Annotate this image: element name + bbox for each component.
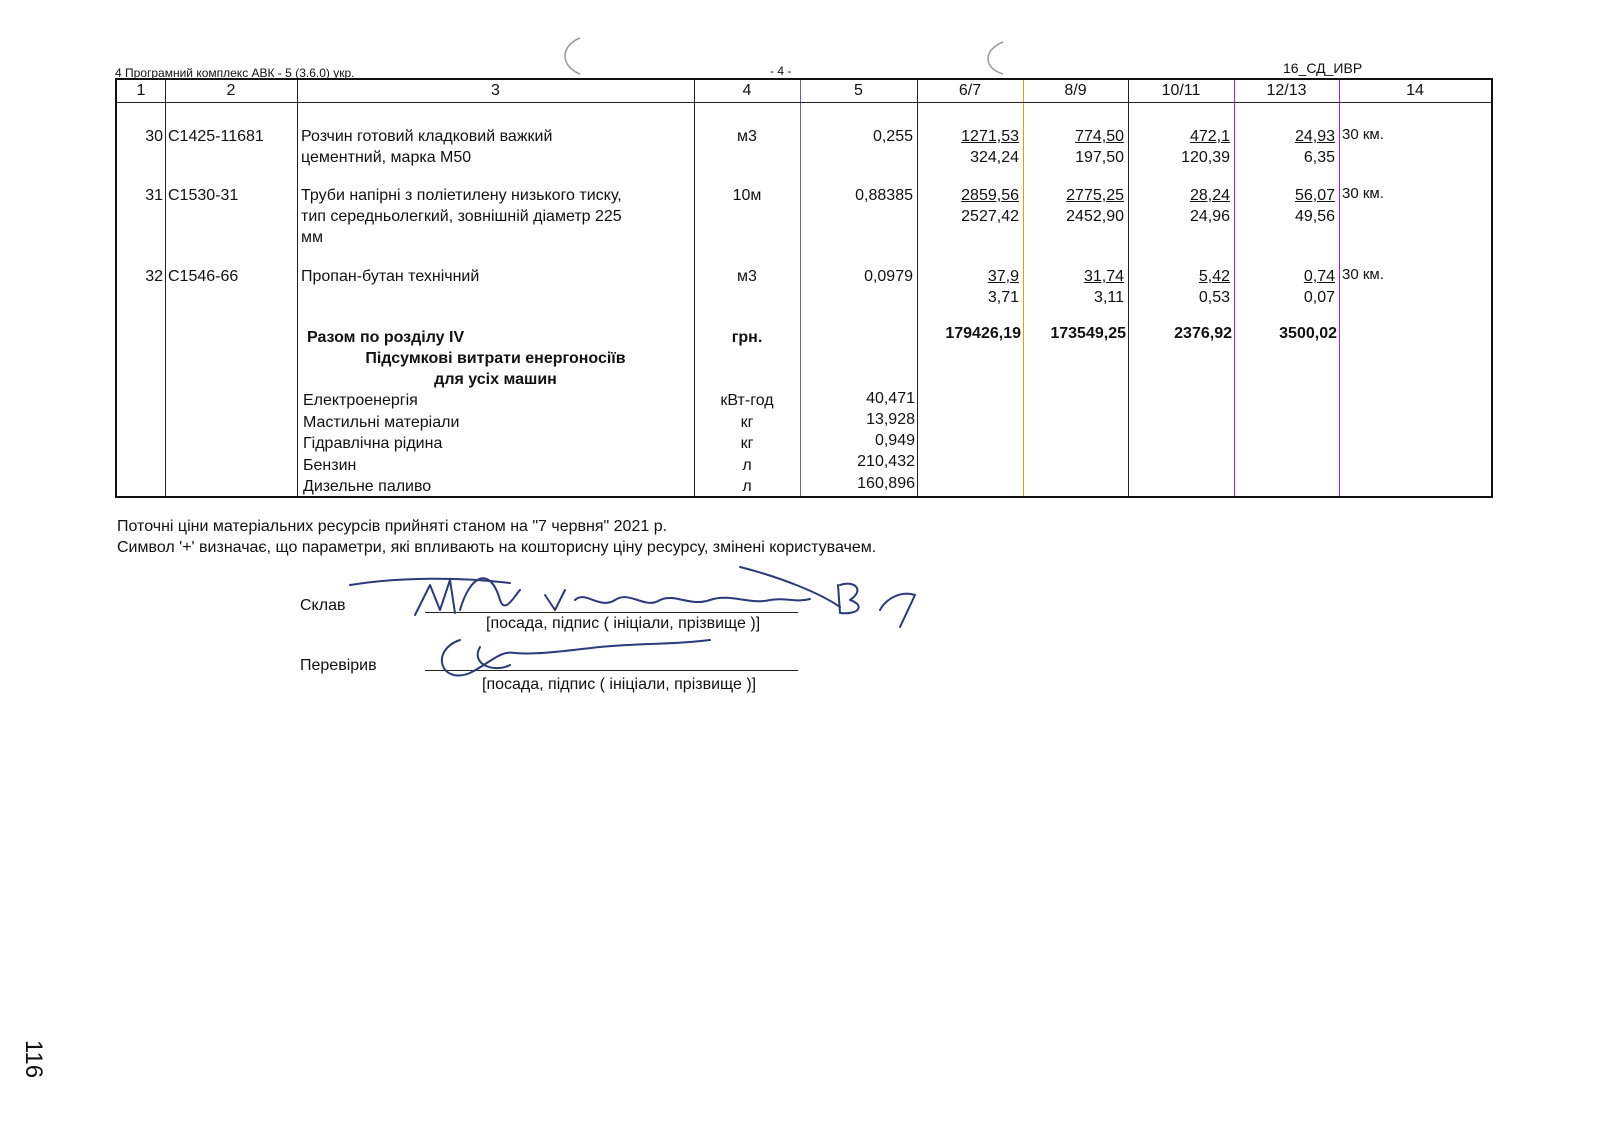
unit: м3 [737,268,757,285]
row-number: 32 [145,268,163,285]
composed-label: Склав [300,597,346,614]
resource-name-line: мм [301,229,323,246]
col-header-8-9: 8/9 [1064,82,1087,99]
value-12: 56,07 [1294,187,1335,204]
resource-name-line: Пропан-бутан технічний [301,268,480,285]
value-7: 3,71 [987,289,1019,306]
energy-name: Бензин [303,457,357,474]
resource-code: С1530-31 [168,187,239,204]
value-11: 120,39 [1181,149,1230,166]
scan-mark-icon [555,36,585,76]
program-header: 4 Програмний комплекс АВК - 5 (3.6.0) укр. [115,66,355,80]
value-6: 1271,53 [961,128,1019,145]
resource-name-line: Труби напірні з поліетилену низького тиску, [301,187,622,204]
value-8: 31,74 [1083,268,1124,285]
resource-name-line: цементний, марка М50 [301,149,472,166]
value-7: 2527,42 [961,208,1019,225]
energy-unit: л [742,457,752,474]
col-header-5: 5 [854,82,863,99]
document-code: 16_СД_ИВР [1283,60,1363,76]
value-8: 2775,25 [1066,187,1124,204]
scan-mark-icon [978,40,1008,76]
page-indicator: - 4 - [770,64,792,78]
resource-code: С1546-66 [168,268,239,285]
value-9: 197,50 [1075,149,1124,166]
total-8-9: 173549,25 [1050,325,1126,342]
distance: 30 км. [1342,185,1384,202]
col-header-14: 14 [1406,82,1424,99]
energy-qty: 160,896 [857,475,915,492]
symbol-note: Символ '+' визначає, що параметри, які впливають на кошторисну ціну ресурсу, змінені користувачем. [117,539,877,556]
col-header-3: 3 [491,82,500,99]
checked-caption: [посада, підпис ( ініціали, прізвище )] [482,676,757,693]
energy-qty: 13,928 [866,411,915,428]
value-10: 5,42 [1198,268,1230,285]
resource-code: С1425-11681 [168,128,264,145]
value-12: 24,93 [1294,128,1335,145]
value-9: 2452,90 [1066,208,1124,225]
energy-name: Мастильні матеріали [303,414,460,431]
unit: м3 [737,128,757,145]
value-13: 0,07 [1303,289,1335,306]
value-12: 0,74 [1303,268,1335,285]
resource-name-line: Розчин готовий кладковий важкий [301,128,553,145]
energy-unit: л [742,478,752,495]
row-number: 30 [145,128,163,145]
energy-unit: кг [740,435,754,452]
total-6-7: 179426,19 [945,325,1021,342]
energy-unit: кг [740,414,754,431]
total-10-11: 2376,92 [1174,325,1232,342]
col-header-6-7: 6/7 [958,82,982,99]
energy-subtitle-2: для усіх машин [434,371,557,388]
prices-note: Поточні ціни матеріальних ресурсів прийняті станом на "7 червня" 2021 р. [117,518,668,535]
col-header-4: 4 [742,82,752,99]
total-unit: грн. [731,329,763,346]
energy-qty: 210,432 [857,453,915,470]
value-11: 24,96 [1189,208,1230,225]
quantity: 0,88385 [855,187,913,204]
energy-name: Гідравлічна рідина [303,435,443,452]
row-number: 31 [145,187,163,204]
col-header-1: 1 [136,82,146,99]
distance: 30 км. [1342,126,1384,143]
value-10: 28,24 [1189,187,1230,204]
checked-label: Перевірив [300,657,377,674]
estimate-table [115,78,1493,498]
unit: 10м [732,187,762,204]
page-number: 116 [20,1039,48,1079]
value-9: 3,11 [1094,289,1124,306]
total-12-13: 3500,02 [1279,325,1337,342]
energy-qty: 40,471 [866,390,915,407]
value-10: 472,1 [1189,128,1230,145]
quantity: 0,255 [872,128,913,145]
col-header-2: 2 [226,82,236,99]
quantity: 0,0979 [864,268,913,285]
col-header-10-11: 10/11 [1161,82,1201,99]
energy-unit: кВт-год [720,392,774,409]
resource-name-line: тип середньолегкий, зовнішній діаметр 225 [301,208,622,225]
handwritten-signatures [340,555,940,705]
value-13: 49,56 [1294,208,1335,225]
energy-subtitle-1: Підсумкові витрати енергоносіїв [365,350,626,367]
value-8: 774,50 [1075,128,1124,145]
energy-name: Дизельне паливо [303,478,432,495]
value-7: 324,24 [970,149,1019,166]
total-label: Разом по розділу IV [307,329,465,346]
col-header-12-13: 12/13 [1266,82,1307,99]
composed-caption: [посада, підпис ( ініціали, прізвище )] [486,615,761,632]
value-13: 6,35 [1303,149,1335,166]
energy-qty: 0,949 [874,432,915,449]
value-6: 2859,56 [961,187,1019,204]
energy-name: Електроенергія [303,392,418,409]
distance: 30 км. [1342,266,1384,283]
value-11: 0,53 [1198,289,1230,306]
value-6: 37,9 [987,268,1019,285]
